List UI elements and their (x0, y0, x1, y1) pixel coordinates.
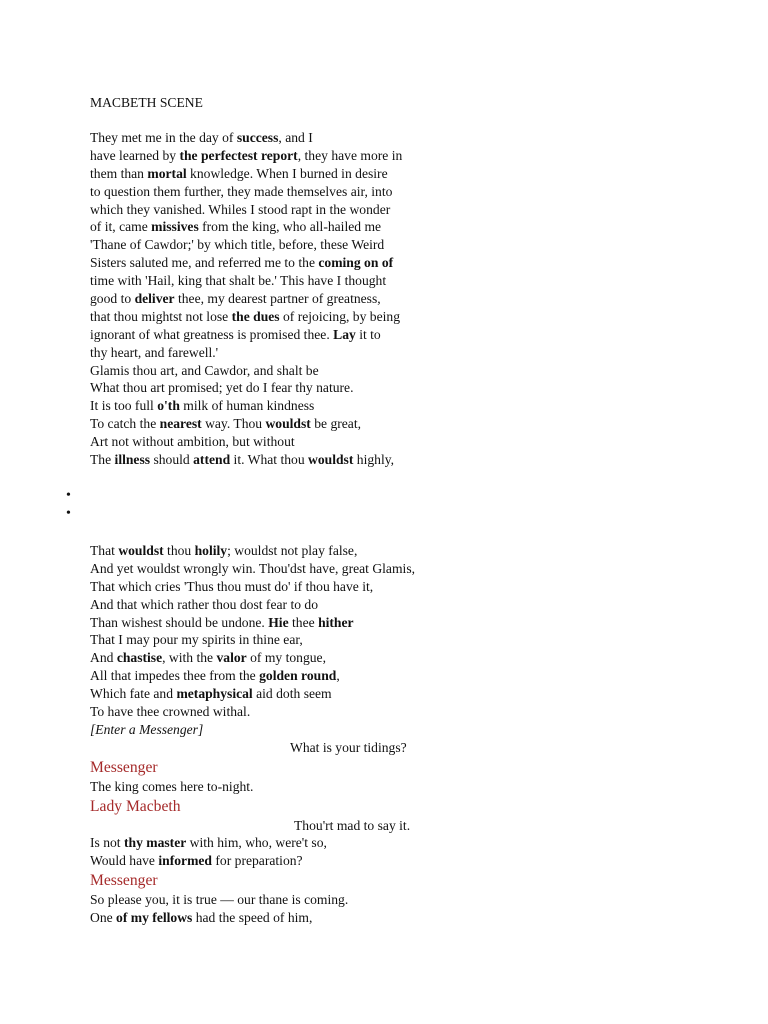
text-segment: thee (288, 614, 319, 630)
text-segment: them than (90, 165, 148, 181)
stage-direction: [Enter a Messenger] (90, 721, 204, 737)
text-segment: of my tongue, (246, 650, 326, 666)
speaker-name: Messenger (90, 758, 158, 776)
text-segment: All that impedes thee from the (90, 668, 260, 684)
text-line (90, 649, 750, 667)
text-segment: for preparation? (212, 853, 303, 869)
text-segment: 'Thane of Cawdor;' by which title, before, these Weird (90, 237, 385, 253)
text-line (90, 218, 750, 236)
bold-word: valor (216, 650, 247, 666)
text-segment: , (336, 668, 340, 684)
bold-word: thy master (123, 835, 187, 851)
text-line (90, 631, 750, 649)
text-segment: highly, (353, 452, 395, 468)
text-segment: And that which rather thou dost fear to do (90, 596, 319, 612)
text-line (90, 703, 750, 721)
bold-word: Lay (333, 326, 356, 342)
text-segment: thee, my dearest partner of greatness, (174, 291, 381, 307)
lady-macbeth-lines (90, 834, 750, 870)
text-segment: Art not without ambition, but without (90, 434, 295, 450)
bold-word: holily (194, 543, 228, 558)
text-segment: So please you, it is true — our thane is coming. (90, 892, 349, 908)
text-segment: Sisters saluted me, and referred me to the (90, 255, 319, 271)
text-line (90, 667, 750, 685)
text-line (90, 542, 750, 560)
bold-word: chastise (116, 650, 163, 666)
text-segment: Glamis thou art, and Cawdor, and shalt be (90, 362, 319, 378)
dialogue-line: The king comes here to-night. (90, 778, 254, 794)
bold-word: the dues (231, 308, 280, 324)
text-segment: ; wouldst not play false, (227, 543, 358, 558)
text-line (90, 685, 750, 703)
speaker-name: Messenger (90, 872, 158, 890)
text-line (90, 362, 750, 380)
bold-word: deliver (134, 291, 175, 307)
text-segment: should (150, 452, 194, 468)
text-segment: have learned by (90, 147, 180, 163)
text-segment: That which cries 'Thus thou must do' if thou have it, (90, 578, 374, 594)
bold-word: illness (114, 452, 151, 468)
text-segment: One (90, 910, 117, 926)
text-segment: from the king, who all-hailed me (198, 219, 382, 235)
text-segment: What thou art promised; yet do I fear thy nature. (90, 380, 354, 396)
bold-word: informed (158, 853, 212, 869)
bold-word: hither (318, 614, 354, 630)
text-segment: To catch the (90, 416, 160, 432)
text-segment: it to (355, 326, 381, 342)
text-line (90, 254, 750, 272)
text-segment: with him, who, were't so, (186, 835, 327, 851)
text-line (90, 165, 750, 183)
text-line (90, 272, 750, 290)
text-line (90, 236, 750, 254)
text-segment: way. Thou (201, 416, 266, 432)
bold-word: Hie (268, 614, 289, 630)
text-line (90, 578, 750, 596)
letter-passage (90, 129, 750, 469)
text-segment: Is not (90, 835, 124, 851)
bold-word: nearest (159, 416, 202, 432)
text-segment: ignorant of what greatness is promised thee. (90, 326, 334, 342)
document-body (90, 94, 750, 469)
bold-word: mortal (147, 165, 187, 181)
text-line (90, 379, 750, 397)
text-segment: , they have more in (297, 147, 403, 163)
text-line (90, 308, 750, 326)
bold-word: missives (151, 219, 199, 235)
text-line (90, 397, 750, 415)
bold-word: coming on of (318, 255, 394, 271)
text-segment: It is too full (90, 398, 158, 414)
bullet-list (66, 487, 71, 523)
text-segment: of it, came (90, 219, 152, 235)
text-segment: , and I (278, 130, 313, 145)
bold-word: success (236, 130, 279, 145)
bold-word: golden round (259, 668, 337, 684)
tidings-line: What is your tidings? (290, 739, 407, 755)
text-segment: And (90, 650, 117, 666)
bold-word: wouldst (118, 543, 164, 558)
text-segment: thou (163, 543, 195, 558)
text-segment: time with 'Hail, king that shalt be.' This have I thought (90, 273, 387, 289)
text-segment: which they vanished. Whiles I stood rapt in the wonder (90, 201, 391, 217)
text-segment: that thou mightst not lose (90, 308, 232, 324)
text-line (90, 201, 750, 219)
speech-passage (90, 542, 750, 721)
text-line (90, 909, 750, 927)
text-segment: To have thee crowned withal. (90, 704, 251, 720)
bullet-item: • (66, 488, 71, 503)
bold-word: o'th (157, 398, 180, 414)
bold-word: attend (193, 452, 231, 468)
text-segment: of rejoicing, by being (279, 308, 401, 324)
text-line (90, 834, 750, 852)
text-segment: it. What thou (230, 452, 309, 468)
bold-word: the perfectest report (179, 147, 298, 163)
text-segment: good to (90, 291, 135, 307)
text-segment: , with the (162, 650, 217, 666)
text-segment: And yet wouldst wrongly win. Thou'dst have, great Glamis, (90, 560, 416, 576)
bold-word: of my fellows (116, 910, 193, 926)
bullet-item: • (66, 506, 71, 521)
text-segment: The (90, 452, 115, 468)
text-segment: That (90, 543, 119, 558)
text-line (90, 614, 750, 632)
text-line (90, 852, 750, 870)
text-line (90, 415, 750, 433)
dialogue-line-indented: Thou'rt mad to say it. (294, 817, 411, 833)
scene-continuation (90, 542, 750, 927)
text-line (90, 560, 750, 578)
text-line (90, 891, 750, 909)
text-segment: had the speed of him, (192, 910, 313, 926)
text-segment: Which fate and (90, 686, 177, 702)
text-line (90, 147, 750, 165)
text-line (90, 433, 750, 451)
text-line (90, 326, 750, 344)
bold-word: wouldst (265, 416, 311, 432)
text-segment: That I may pour my spirits in thine ear, (90, 632, 303, 648)
bold-word: wouldst (308, 452, 354, 468)
text-line (90, 344, 750, 362)
text-line (90, 451, 750, 469)
text-segment: to question them further, they made themselves air, into (90, 183, 393, 199)
text-segment: Would have (90, 853, 159, 869)
text-segment: Than wishest should be undone. (90, 614, 269, 630)
speaker-name: Lady Macbeth (90, 797, 181, 815)
text-segment: knowledge. When I burned in desire (186, 165, 388, 181)
text-line (90, 596, 750, 614)
text-segment: milk of human kindness (179, 398, 315, 414)
text-line (90, 129, 750, 147)
document-title: MACBETH SCENE (90, 95, 203, 110)
text-segment: aid doth seem (252, 686, 332, 702)
text-segment: be great, (310, 416, 362, 432)
bold-word: metaphysical (176, 686, 253, 702)
text-line (90, 183, 750, 201)
text-segment: thy heart, and farewell.' (90, 344, 219, 360)
text-segment: They met me in the day of (90, 130, 237, 145)
text-line (90, 290, 750, 308)
messenger-lines (90, 891, 750, 927)
